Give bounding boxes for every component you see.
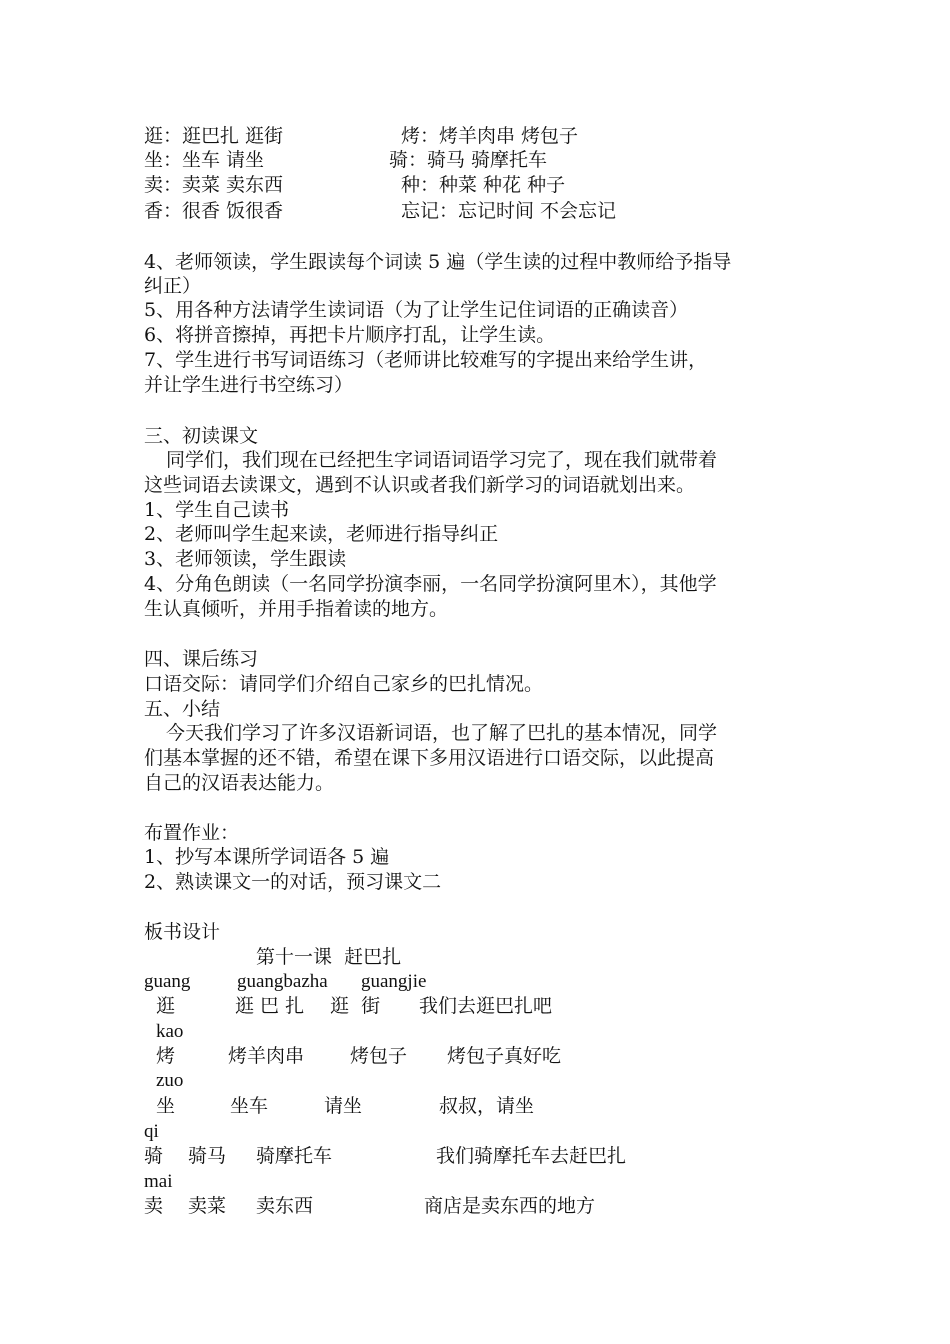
board-sentence: 商店是卖东西的地方	[424, 1195, 596, 1217]
board-word: 骑马	[188, 1145, 227, 1167]
list-item: 生认真倾听，并用手指着读的地方。	[144, 598, 449, 620]
list-item: 1、抄写本课所学词语各 5 遍	[144, 846, 390, 868]
section-heading: 四、课后练习	[144, 648, 259, 670]
vocab-right-3: 种：种菜 种花 种子	[401, 174, 566, 196]
vocab-left-2: 坐：坐车 请坐	[144, 149, 265, 171]
step-line: 7、学生进行书写词语练习（老师讲比较难写的字提出来给学生讲，	[144, 349, 708, 371]
board-word: 坐车	[230, 1095, 269, 1117]
paragraph-line: 口语交际：请同学们介绍自己家乡的巴扎情况。	[144, 673, 544, 695]
section-heading: 三、初读课文	[144, 425, 259, 447]
board-word: 卖东西	[256, 1195, 314, 1217]
board-word: 卖菜	[188, 1195, 227, 1217]
board-heading: 板书设计	[144, 921, 221, 943]
list-item: 1、学生自己读书	[144, 499, 290, 521]
vocab-left-1: 逛：逛巴扎 逛街	[144, 125, 284, 147]
paragraph-line: 自己的汉语表达能力。	[144, 772, 335, 794]
pinyin: guangjie	[361, 971, 427, 992]
step-line: 纠正）	[144, 275, 202, 297]
paragraph-line: 今天我们学习了许多汉语新词语，也了解了巴扎的基本情况，同学	[166, 722, 718, 744]
step-line: 4、老师领读，学生跟读每个词读 5 遍（学生读的过程中教师给予指导	[144, 251, 732, 273]
board-char: 烤	[156, 1045, 176, 1067]
board-word: 逛 巴 扎	[235, 995, 305, 1017]
paragraph-line: 们基本掌握的还不错，希望在课下多用汉语进行口语交际，以此提高	[144, 747, 715, 769]
step-line: 并让学生进行书空练习）	[144, 374, 354, 396]
board-char: 坐	[156, 1095, 176, 1117]
vocab-left-4: 香：很香 饭很香	[144, 200, 284, 222]
vocab-left-3: 卖：卖菜 卖东西	[144, 174, 284, 196]
board-char: 骑	[144, 1145, 164, 1167]
pinyin: kao	[156, 1021, 184, 1042]
board-char: 逛	[156, 995, 176, 1017]
board-sentence: 我们去逛巴扎吧	[419, 995, 553, 1017]
vocab-right-2: 骑：骑马 骑摩托车	[389, 149, 548, 171]
paragraph-line: 同学们，我们现在已经把生字词语词语学习完了，现在我们就带着	[166, 449, 718, 471]
board-word: 请坐	[324, 1095, 363, 1117]
pinyin: qi	[144, 1121, 159, 1142]
step-line: 6、将拼音擦掉，再把卡片顺序打乱，让学生读。	[144, 324, 556, 346]
step-line: 5、用各种方法请学生读词语（为了让学生记住词语的正确读音）	[144, 299, 689, 321]
section-heading: 五、小结	[144, 698, 221, 720]
pinyin: guang	[144, 971, 191, 992]
board-word: 烤羊肉串	[228, 1045, 305, 1067]
list-item: 3、老师领读，学生跟读	[144, 548, 347, 570]
list-item: 2、熟读课文一的对话，预习课文二	[144, 871, 442, 893]
pinyin: mai	[144, 1171, 173, 1192]
vocab-right-1: 烤：烤羊肉串 烤包子	[401, 125, 579, 147]
board-char: 卖	[144, 1195, 164, 1217]
lesson-title: 第十一课 赶巴扎	[256, 946, 402, 968]
board-word: 烤包子	[350, 1045, 408, 1067]
board-sentence: 烤包子真好吃	[447, 1045, 562, 1067]
board-sentence: 我们骑摩托车去赶巴扎	[436, 1145, 627, 1167]
paragraph-line: 这些词语去读课文，遇到不认识或者我们新学习的词语就划出来。	[144, 474, 696, 496]
homework-heading: 布置作业：	[144, 822, 240, 844]
pinyin: zuo	[156, 1070, 184, 1091]
board-word: 逛 街	[330, 995, 381, 1017]
vocab-right-4: 忘记：忘记时间 不会忘记	[401, 200, 617, 222]
board-word: 骑摩托车	[256, 1145, 333, 1167]
board-sentence: 叔叔，请坐	[439, 1095, 535, 1117]
list-item: 2、老师叫学生起来读，老师进行指导纠正	[144, 523, 499, 545]
pinyin: guangbazha	[237, 971, 328, 992]
list-item: 4、分角色朗读（一名同学扮演李丽，一名同学扮演阿里木），其他学	[144, 573, 717, 595]
